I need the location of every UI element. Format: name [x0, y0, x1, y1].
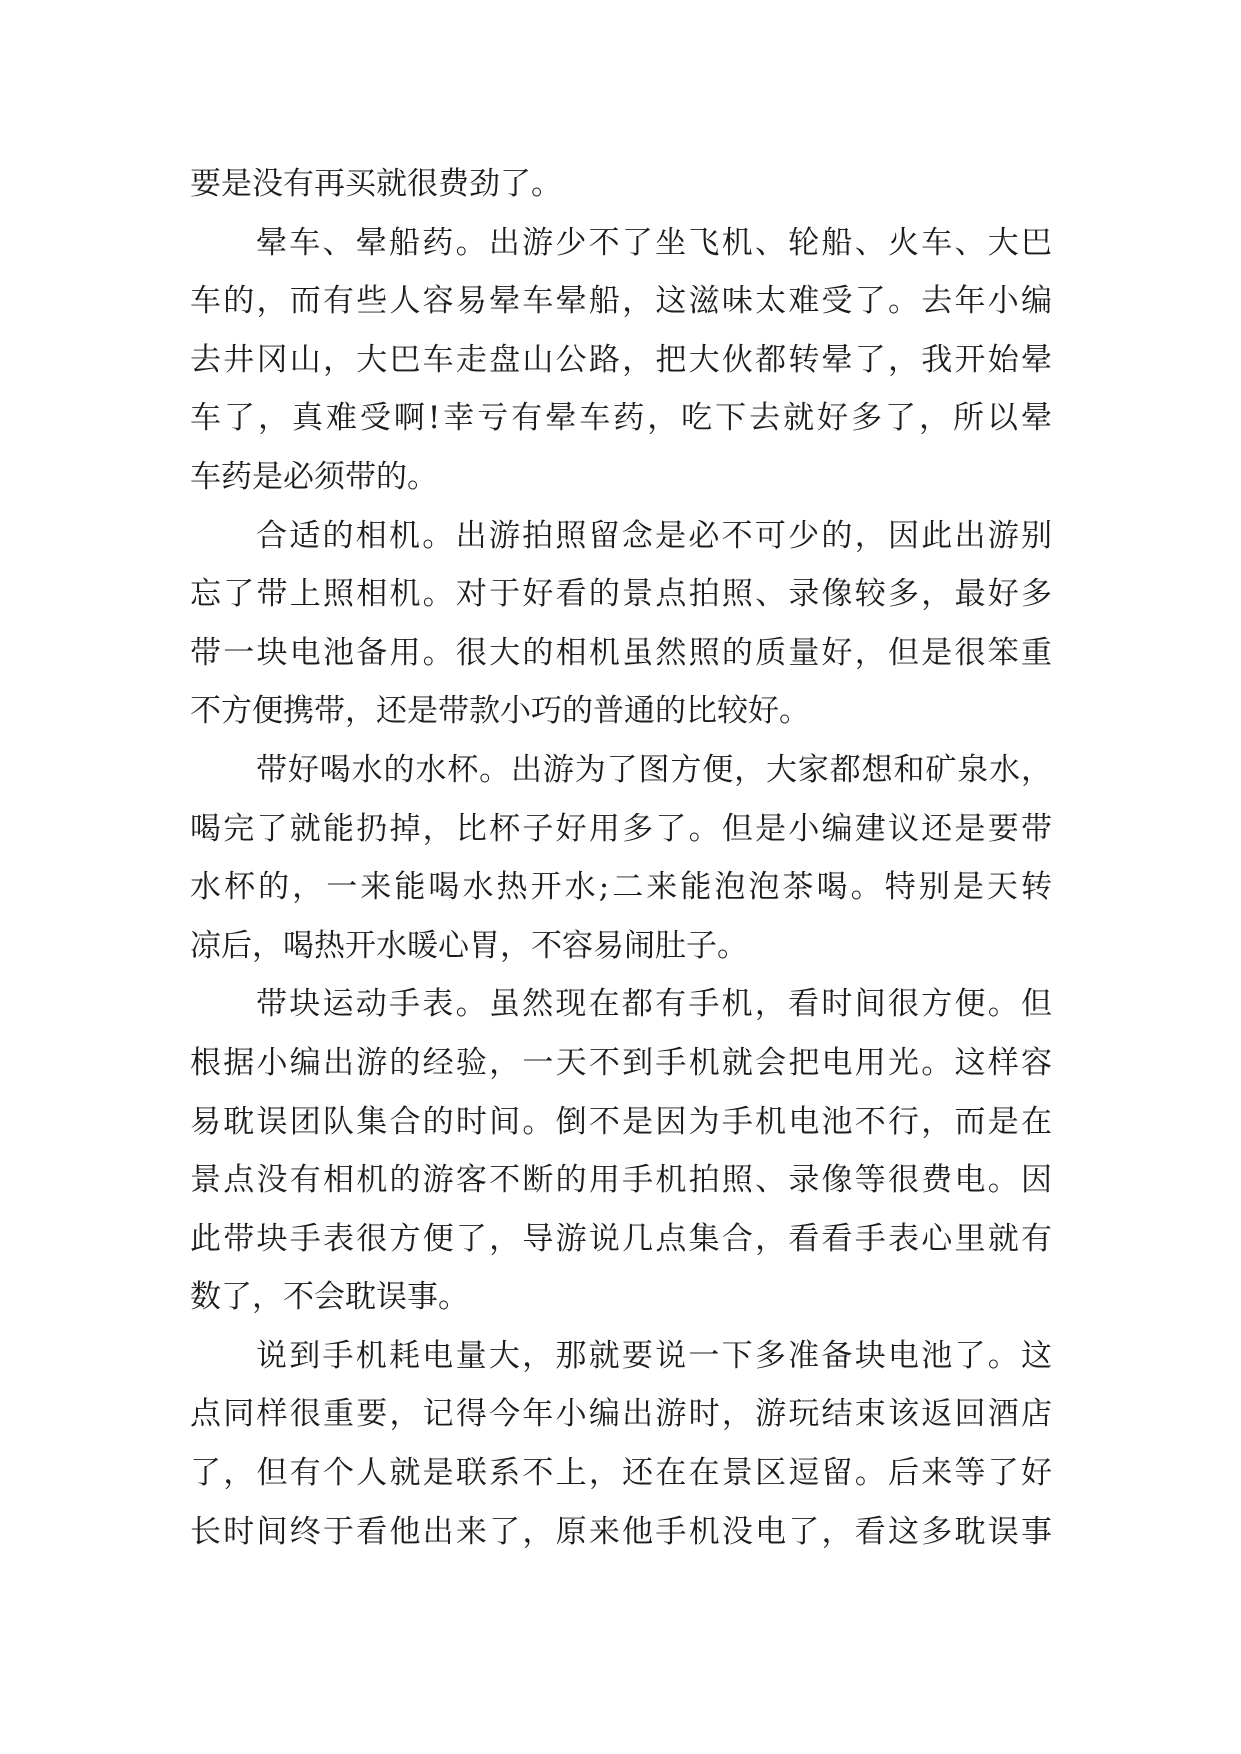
text-line: 说到手机耗电量大，那就要说一下多准备块电池了。这: [256, 1337, 1052, 1374]
paragraph: [190, 1327, 1052, 1561]
text-line: 了，但有个人就是联系不上，还在在景区逗留。后来等了好: [190, 1455, 1052, 1492]
text-line: 此带块手表很方便了，导游说几点集合，看看手表心里就有: [190, 1220, 1052, 1257]
text-line: 水杯的，一来能喝水热开水;二来能泡泡茶喝。特别是天转: [190, 869, 1052, 906]
text-line: 带块运动手表。虽然现在都有手机，看时间很方便。但: [256, 986, 1052, 1023]
paragraph: [190, 214, 1052, 507]
paragraph: [190, 155, 1052, 214]
text-line: 要是没有再买就很费劲了。: [190, 166, 562, 202]
text-line: 喝完了就能扔掉，比杯子好用多了。但是小编建议还是要带: [190, 810, 1052, 847]
text-line: 车药是必须带的。: [190, 458, 438, 495]
text-line: 根据小编出游的经验，一天不到手机就会把电用光。这样容: [190, 1044, 1052, 1081]
text-line: 带好喝水的水杯。出游为了图方便，大家都想和矿泉水，: [256, 751, 1052, 788]
paragraph: [190, 507, 1052, 741]
text-line: 晕车、晕船药。出游少不了坐飞机、轮船、火车、大巴: [256, 224, 1052, 261]
text-line: 车的，而有些人容易晕车晕船，这滋味太难受了。去年小编: [190, 283, 1052, 320]
paragraph: [190, 741, 1052, 975]
text-line: 去井冈山，大巴车走盘山公路，把大伙都转晕了，我开始晕: [190, 341, 1052, 378]
text-line: 不方便携带，还是带款小巧的普通的比较好。: [190, 693, 810, 730]
text-line: 景点没有相机的游客不断的用手机拍照、录像等很费电。因: [190, 1162, 1052, 1199]
text-line: 点同样很重要，记得今年小编出游时，游玩结束该返回酒店: [190, 1396, 1052, 1433]
text-line: 长时间终于看他出来了，原来他手机没电了，看这多耽误事: [190, 1513, 1052, 1550]
text-line: 带一块电池备用。很大的相机虽然照的质量好，但是很笨重: [190, 634, 1052, 671]
text-line: 合适的相机。出游拍照留念是必不可少的，因此出游别: [256, 517, 1052, 554]
paragraph: [190, 975, 1052, 1327]
text-line: 凉后，喝热开水暖心胃，不容易闹肚子。: [190, 927, 748, 964]
text-line: 数了，不会耽误事。: [190, 1279, 469, 1316]
text-line: 易耽误团队集合的时间。倒不是因为手机电池不行，而是在: [190, 1103, 1052, 1140]
text-line: 车了，真难受啊!幸亏有晕车药，吃下去就好多了，所以晕: [190, 400, 1052, 437]
document-page: [190, 155, 1052, 1561]
text-line: 忘了带上照相机。对于好看的景点拍照、录像较多，最好多: [190, 576, 1052, 613]
